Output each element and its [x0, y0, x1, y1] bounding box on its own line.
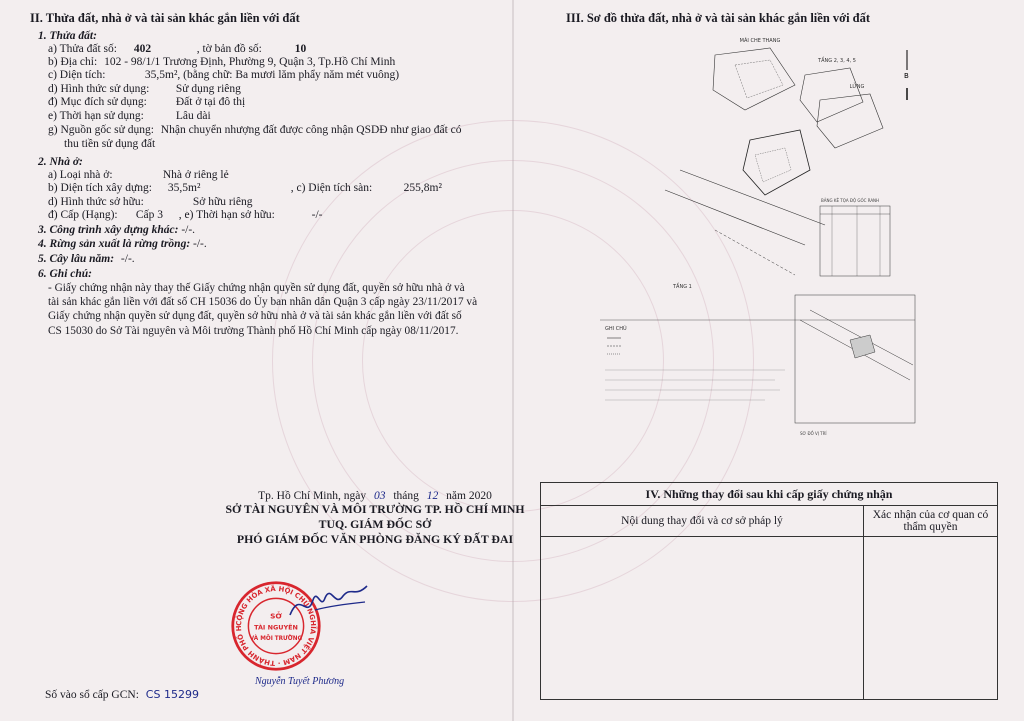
changes-body-row — [541, 537, 998, 700]
date-month-label: tháng — [393, 490, 419, 502]
forest-value: -/-. — [193, 238, 207, 250]
own-term-value: -/- — [311, 209, 323, 221]
parcel-no: 402 — [133, 43, 152, 55]
seal-outer-text: CỘNG HÒA XÃ HỘI CHỦ NGHĨA VIỆT NAM · THÀNH PHỐ H — [234, 584, 318, 668]
signer-name: Nguyễn Tuyết Phương — [255, 676, 345, 687]
ownership-value: Sở hữu riêng — [192, 196, 253, 208]
tang2-plan — [800, 68, 863, 122]
other-construction-label: 3. Công trình xây dựng khác: — [38, 224, 179, 236]
area-row — [48, 69, 399, 82]
notes-heading: 6. Ghi chú: — [38, 268, 92, 280]
address-value: 102 - 98/1/1 Trương Định, Phường 9, Quận 3, Tp.Hồ Chí Minh — [104, 56, 396, 68]
gcn-row — [45, 688, 199, 701]
gcn-label: Số vào sổ cấp GCN: — [45, 689, 139, 701]
coord-table-box — [820, 206, 890, 276]
seal-center-2: TÀI NGUYÊN — [254, 623, 298, 632]
changes-header-row — [541, 506, 998, 537]
own-term-label: , e) Thời hạn sở hữu: — [178, 209, 275, 221]
use-form-row — [48, 83, 241, 96]
grade-row — [48, 209, 322, 222]
house-type-row — [48, 169, 229, 182]
changes-content-cell — [541, 537, 864, 700]
signature-underline — [315, 602, 365, 610]
term-value: Lâu dài — [175, 110, 211, 122]
grade-label: đ) Cấp (Hạng): — [48, 209, 118, 221]
house-type-label: a) Loại nhà ở: — [48, 169, 113, 181]
floor-area-label: , c) Diện tích sàn: — [290, 182, 373, 194]
purpose-label: đ) Mục đích sử dụng: — [48, 96, 147, 108]
trees-row — [38, 253, 135, 266]
origin-row — [48, 124, 462, 137]
org-line-1: SỞ TÀI NGUYÊN VÀ MÔI TRƯỜNG TP. HỒ CHÍ MINH — [225, 502, 525, 516]
trees-value: -/-. — [120, 253, 135, 265]
diagram-svg — [595, 30, 925, 450]
date-prefix: Tp. Hồ Chí Minh, ngày — [258, 490, 367, 502]
parcel-diagram — [595, 30, 925, 450]
signature-svg — [285, 580, 375, 625]
address-row — [48, 56, 395, 69]
grade-value: Cấp 3 — [135, 209, 164, 221]
notes-text: - Giấy chứng nhận này thay thế Giấy chứng nhận quyền sử dụng đất, quyền sở hữu nhà ở và tài sản khác gắn liền với đất số CH 15036 do Ủy ban nhân dân Quận 3 cấp ngày 23/11/2017 và Giấy chứng nhận quyền sử dụng đất, quyền sở hữu nhà ở và tài sản khác gắn liền với đất số CS 15030 do Sở Tài nguyên và Môi trường Thành phố Hồ Chí Minh cấp ngày 08/11/2017. — [48, 282, 478, 337]
build-area-row — [48, 182, 442, 195]
lung-plan — [817, 94, 883, 148]
other-construction-row — [38, 224, 195, 237]
floor-area-value: 255,8m² — [403, 182, 442, 194]
changes-caption-row — [541, 483, 998, 506]
street-line-2 — [680, 170, 825, 225]
setback-line — [715, 230, 795, 275]
issue-date — [205, 490, 545, 502]
purpose-row — [48, 96, 245, 109]
signature-block — [205, 490, 545, 547]
ownership-label: d) Hình thức sở hữu: — [48, 196, 144, 208]
parcel-label: a) Thửa đất số: — [48, 43, 117, 55]
origin-label: g) Nguồn gốc sử dụng: — [48, 124, 154, 136]
seal-center-3: VÀ MÔI TRƯỜNG — [249, 635, 303, 642]
address-label: b) Địa chỉ: — [48, 56, 98, 68]
mai-inner — [735, 60, 783, 98]
org-line-2: TUQ. GIÁM ĐỐC SỞ — [318, 517, 432, 531]
coord-table-title: BẢNG KÊ TỌA ĐỘ GÓC RANH — [821, 198, 880, 203]
area-value: 35,5m², (bằng chữ: Ba mươi lăm phẩy năm mét vuông) — [144, 69, 400, 81]
gcn-number: CS 15299 — [145, 688, 199, 701]
area-label: c) Diện tích: — [48, 69, 106, 81]
signature-scribble — [285, 580, 375, 625]
ownership-row — [48, 196, 252, 209]
date-month: 12 — [426, 490, 439, 502]
location-map-frame — [795, 295, 915, 423]
tang2-label: TẦNG 2, 3, 4, 5 — [818, 58, 856, 64]
parcel-row — [48, 43, 306, 56]
section-iii-title: III. Sơ đồ thửa đất, nhà ở và tài sản khác gắn liền với đất — [566, 11, 871, 25]
seal-center-1: SỞ — [270, 611, 282, 621]
map-no: 10 — [294, 43, 307, 55]
location-map-label: SƠ ĐỒ VỊ TRÍ — [800, 431, 827, 436]
changes-table — [540, 482, 998, 700]
purpose-value: Đất ở tại đô thị — [175, 96, 246, 108]
changes-col-confirm: Xác nhận của cơ quan có thẩm quyền — [864, 506, 998, 537]
section-ii-title: II. Thửa đất, nhà ở và tài sản khác gắn liền với đất — [30, 11, 300, 25]
forest-row — [38, 238, 207, 251]
tang1-label: TẦNG 1 — [673, 284, 692, 290]
house-type-value: Nhà ở riêng lẻ — [162, 169, 229, 181]
map-label: , tờ bản đồ số: — [196, 43, 262, 55]
changes-confirm-cell — [864, 537, 998, 700]
north-letter: B — [904, 72, 909, 80]
use-form-value: Sử dụng riêng — [175, 83, 241, 95]
legend-heading: GHI CHÚ — [605, 326, 627, 332]
lung-label: LỬNG — [849, 84, 865, 90]
date-year: năm 2020 — [446, 490, 492, 502]
origin-cont: thu tiền sử dụng đất — [64, 138, 156, 150]
term-row — [48, 110, 211, 123]
mai-label: MÁI CHE THANG — [739, 38, 781, 44]
forest-label: 4. Rừng sản xuất là rừng trồng: — [38, 238, 191, 250]
main-plot — [743, 130, 810, 195]
date-day: 03 — [373, 490, 386, 502]
other-construction-value: -/-. — [181, 224, 196, 236]
build-area-value: 35,5m² — [167, 182, 201, 194]
mai-plan — [713, 48, 795, 110]
house-outline — [755, 148, 791, 182]
trees-label: 5. Cây lâu năm: — [38, 253, 115, 265]
org-line-3: PHÓ GIÁM ĐỐC VĂN PHÒNG ĐĂNG KÝ ĐẤT ĐAI — [236, 532, 514, 546]
land-heading: 1. Thửa đất: — [38, 30, 97, 42]
origin-value: Nhận chuyển nhượng đất được công nhận QSDĐ như giao đất có — [160, 124, 462, 136]
use-form-label: d) Hình thức sử dụng: — [48, 83, 150, 95]
house-heading: 2. Nhà ở: — [38, 156, 83, 168]
location-parcel — [850, 335, 875, 358]
signature-stroke — [290, 586, 367, 615]
changes-col-content: Nội dung thay đổi và cơ sở pháp lý — [541, 506, 864, 537]
street-line-1 — [665, 190, 805, 245]
build-area-label: b) Diện tích xây dựng: — [48, 182, 152, 194]
changes-caption: IV. Những thay đổi sau khi cấp giấy chứng nhận — [541, 483, 998, 506]
term-label: e) Thời hạn sử dụng: — [48, 110, 144, 122]
page-fold — [512, 0, 514, 721]
